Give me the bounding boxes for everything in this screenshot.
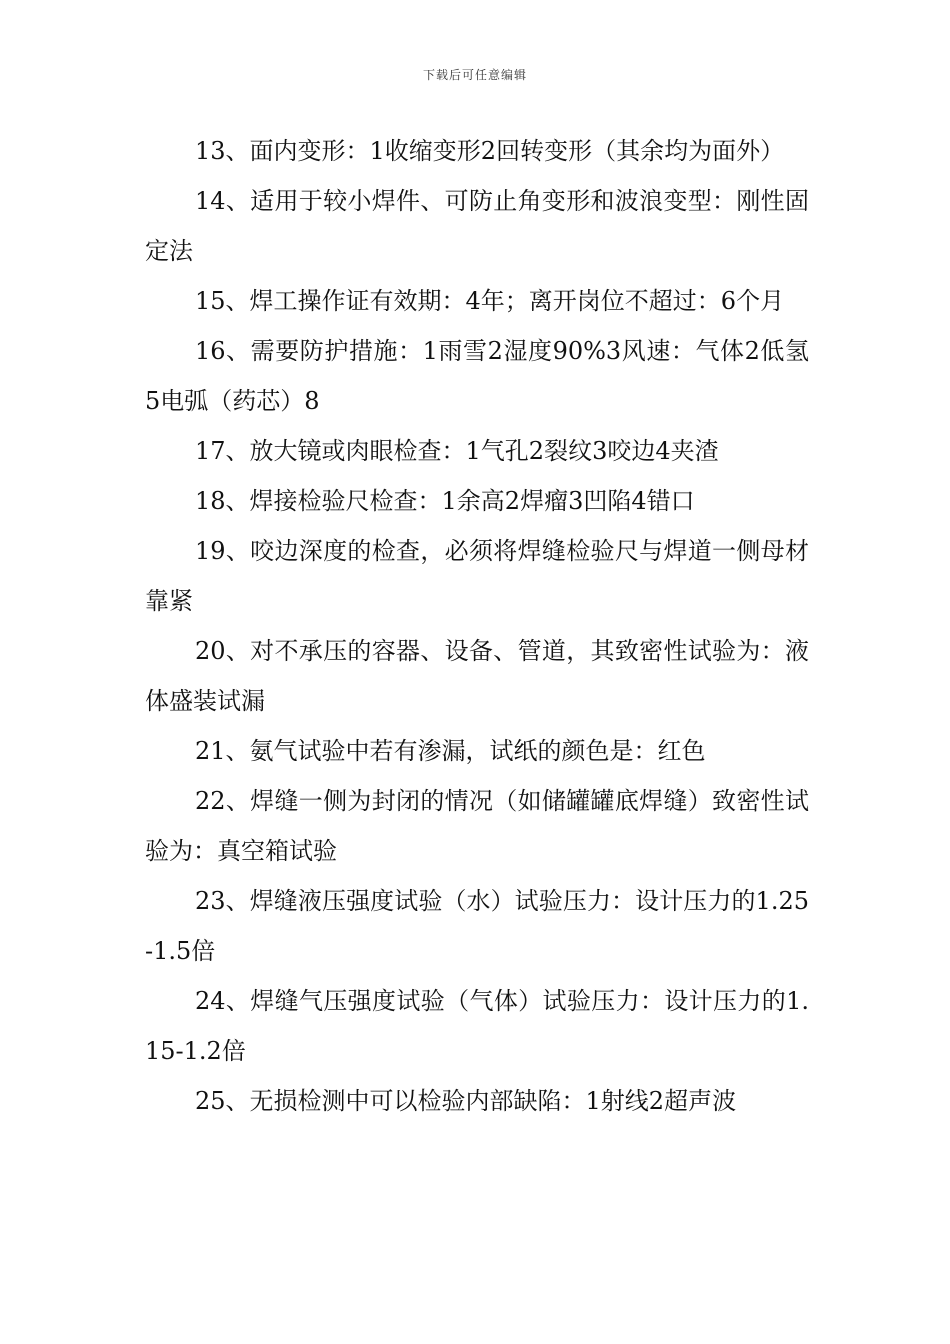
document-body [145, 126, 809, 1126]
paragraph-24: 24、焊缝气压强度试验（气体）试验压力：设计压力的1.15-1.2倍 [145, 987, 809, 1065]
paragraph-20: 20、对不承压的容器、设备、管道，其致密性试验为：液体盛装试漏 [145, 637, 809, 715]
paragraph-13: 13、面内变形：1收缩变形2回转变形（其余均为面外） [195, 137, 785, 165]
paragraph-19: 19、咬边深度的检查，必须将焊缝检验尺与焊道一侧母材靠紧 [145, 537, 809, 615]
paragraph-21: 21、氨气试验中若有渗漏，试纸的颜色是：红色 [195, 737, 706, 765]
paragraph-15: 15、焊工操作证有效期：4年；离开岗位不超过：6个月 [195, 287, 785, 315]
header-note: 下载后可任意编辑 [422, 68, 527, 82]
paragraph-25: 25、无损检测中可以检验内部缺陷：1射线2超声波 [195, 1087, 737, 1115]
paragraph-16: 16、需要防护措施：1雨雪2湿度90%3风速：气体2低氢5电弧（药芯）8 [145, 337, 809, 415]
paragraph-22: 22、焊缝一侧为封闭的情况（如储罐罐底焊缝）致密性试验为：真空箱试验 [145, 787, 809, 865]
paragraph-14: 14、适用于较小焊件、可防止角变形和波浪变型：刚性固定法 [145, 187, 809, 265]
paragraph-23: 23、焊缝液压强度试验（水）试验压力：设计压力的1.25-1.5倍 [145, 887, 809, 965]
paragraph-18: 18、焊接检验尺检查：1余高2焊瘤3凹陷4错口 [195, 487, 695, 515]
paragraph-17: 17、放大镜或肉眼检查：1气孔2裂纹3咬边4夹渣 [195, 437, 719, 465]
